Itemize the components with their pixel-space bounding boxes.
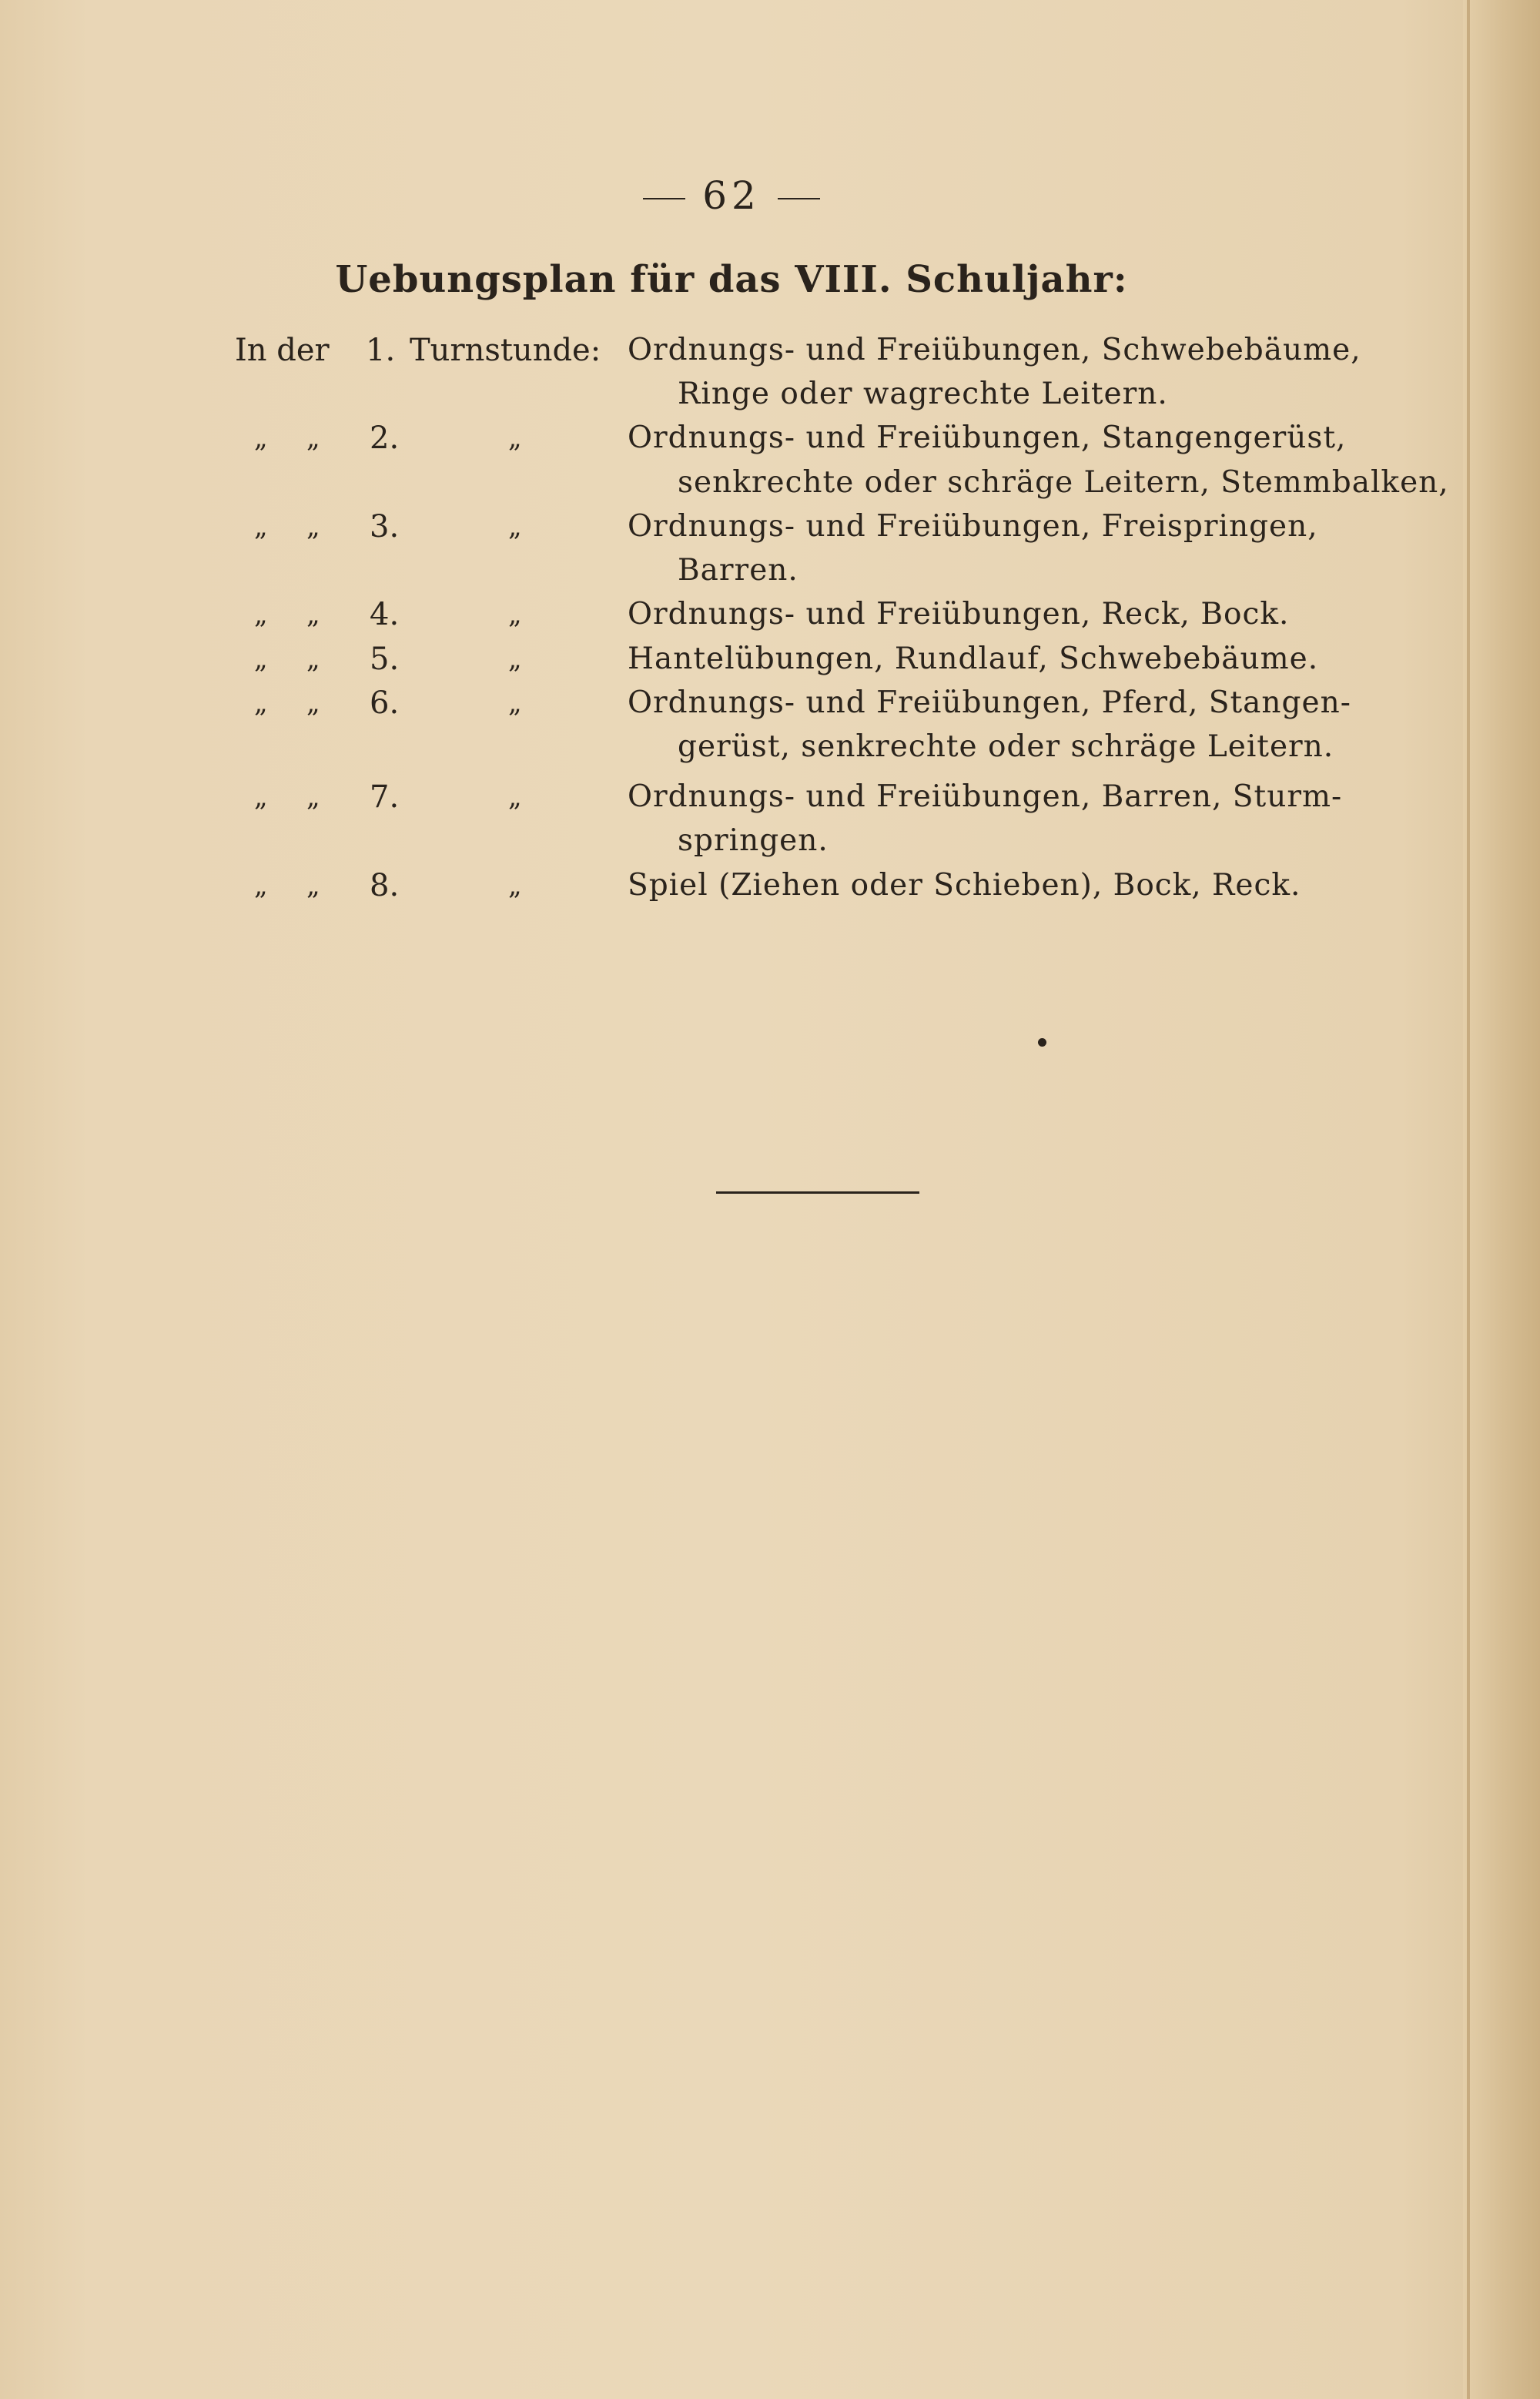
lesson-exercises-continued: Ringe oder wagrechte Leitern.	[678, 377, 1168, 411]
page-number	[0, 173, 1463, 218]
lesson-label: Turnstunde:	[410, 333, 601, 368]
ditto-mark: „	[508, 688, 522, 719]
ditto-mark: „	[306, 870, 320, 901]
lesson-exercises: Ordnungs- und Freiübungen, Barren, Sturm-	[628, 779, 1343, 814]
page-number-dash-right	[778, 198, 820, 199]
ditto-mark: „	[508, 511, 522, 542]
ditto-mark: „	[508, 782, 522, 813]
ditto-mark: „	[254, 782, 268, 813]
row-lead: In der	[235, 333, 330, 368]
ditto-mark: „	[306, 599, 320, 630]
lesson-exercises-continued: senkrechte oder schräge Leitern, Stemmbalken,	[678, 465, 1449, 500]
lesson-number: 1.	[366, 333, 396, 368]
section-end-rule	[716, 1191, 919, 1194]
ditto-mark: „	[508, 870, 522, 901]
lesson-number: 2.	[370, 420, 400, 456]
lesson-exercises: Ordnungs- und Freiübungen, Freispringen,	[628, 509, 1318, 544]
lesson-number: 3.	[370, 509, 400, 544]
lesson-exercises: Hantelübungen, Rundlauf, Schwebebäume.	[628, 642, 1319, 676]
page-fold	[1467, 0, 1470, 2399]
ditto-mark: „	[254, 511, 268, 542]
lesson-number: 8.	[370, 868, 400, 903]
lesson-exercises-continued: gerüst, senkrechte oder schräge Leitern.	[678, 729, 1334, 764]
ditto-mark: „	[254, 599, 268, 630]
ditto-mark: „	[306, 423, 320, 454]
lesson-exercises: Ordnungs- und Freiübungen, Pferd, Stangen-	[628, 685, 1351, 720]
section-title: Uebungsplan für das VIII. Schuljahr:	[335, 258, 1128, 301]
ditto-mark: „	[306, 782, 320, 813]
ditto-mark: „	[508, 423, 522, 454]
ditto-mark: „	[306, 644, 320, 675]
lesson-exercises: Ordnungs- und Freiübungen, Schwebebäume,	[628, 333, 1361, 367]
ditto-mark: „	[254, 870, 268, 901]
lesson-exercises-continued: Barren.	[678, 553, 798, 588]
ditto-mark: „	[254, 688, 268, 719]
lesson-number: 7.	[370, 779, 400, 815]
next-page-edge	[1463, 0, 1540, 2399]
ink-spot	[1038, 1038, 1046, 1047]
ditto-mark: „	[254, 423, 268, 454]
ditto-mark: „	[306, 511, 320, 542]
page-number-value: 62	[702, 173, 761, 218]
ditto-mark: „	[508, 644, 522, 675]
lesson-number: 5.	[370, 642, 400, 677]
lesson-exercises: Ordnungs- und Freiübungen, Reck, Bock.	[628, 597, 1290, 632]
page-number-dash-left	[643, 198, 685, 199]
ditto-mark: „	[254, 644, 268, 675]
lesson-number: 4.	[370, 597, 400, 632]
lesson-exercises: Ordnungs- und Freiübungen, Stangengerüst,	[628, 420, 1347, 455]
lesson-exercises-continued: springen.	[678, 823, 829, 858]
ditto-mark: „	[508, 599, 522, 630]
ditto-mark: „	[306, 688, 320, 719]
lesson-exercises: Spiel (Ziehen oder Schieben), Bock, Reck.	[628, 868, 1301, 903]
lesson-number: 6.	[370, 685, 400, 721]
